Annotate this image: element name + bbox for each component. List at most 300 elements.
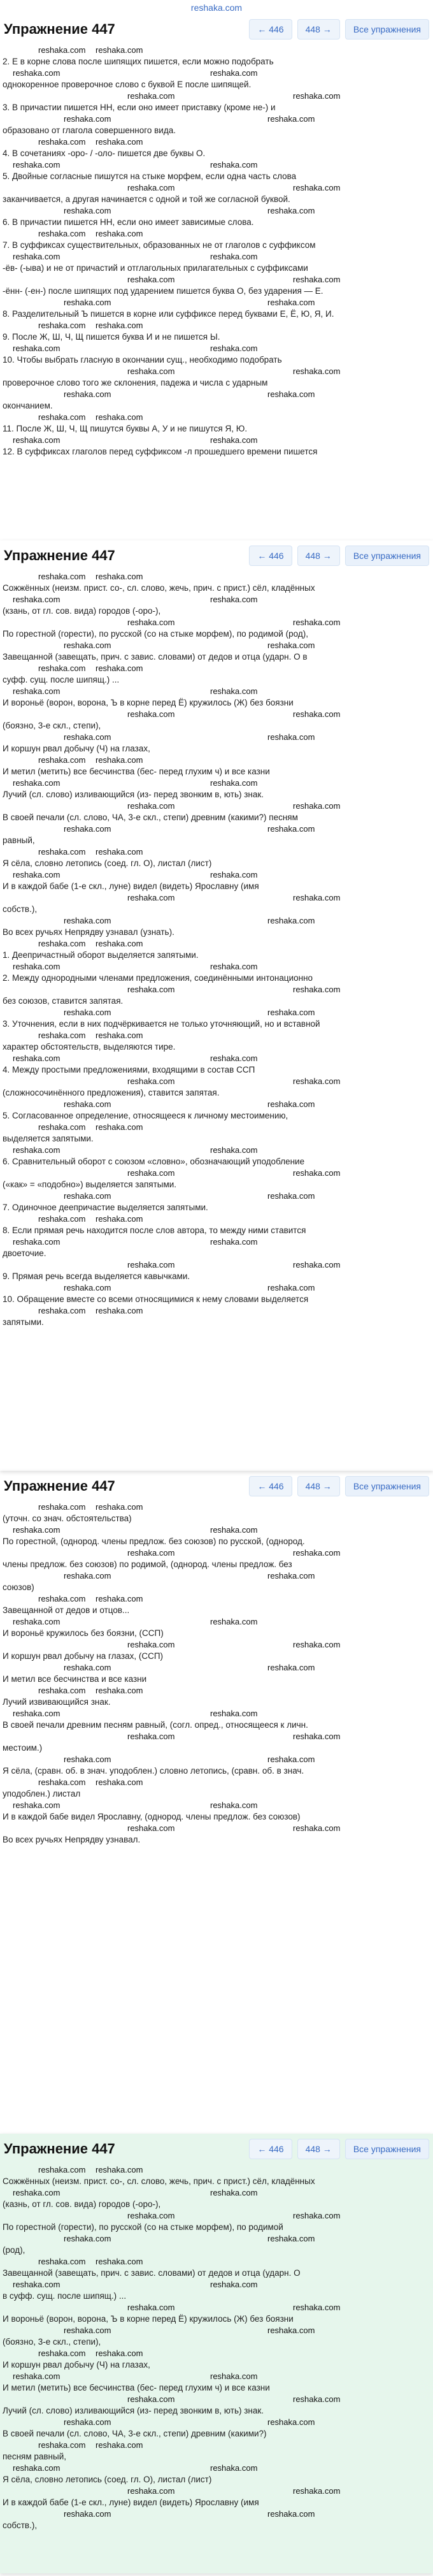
exercise-line: 6. В причастии пишется НН, если оно имеет зависимые слова. [3, 217, 254, 227]
watermark-row [0, 2279, 433, 2290]
watermark: reshaka.com [96, 1122, 143, 1132]
watermark-row [0, 2233, 433, 2245]
watermark: reshaka.com [210, 1709, 258, 1718]
exercise-line: 10. Чтобы выбрать гласную в окончании сущ., необходимо подобрать [3, 355, 282, 365]
watermark: reshaka.com [96, 1686, 143, 1695]
watermark: reshaka.com [64, 2234, 111, 2243]
watermark-row [0, 159, 433, 171]
watermark: reshaka.com [13, 435, 60, 445]
prev-exercise-button[interactable]: ← 446 [249, 2139, 292, 2159]
watermark: reshaka.com [267, 2326, 315, 2335]
watermark-row [0, 366, 433, 377]
exercise-line: (род), [3, 2245, 25, 2255]
exercise-line: члены предлож. без союзов) по родимой, (однород. члены предлож. без [3, 1559, 292, 1569]
exercise-card [0, 540, 433, 1471]
exercise-line: И коршун рвал добычу (Ч) на глазах, [3, 2360, 150, 2370]
card-header [0, 2134, 433, 2164]
exercise-line: 9. Прямая речь всегда выделяется кавычками. [3, 1271, 190, 1281]
watermark-row [0, 412, 433, 423]
exercise-line: (казнь, от гл. сов. вида) городов (-оро-), [3, 2199, 161, 2209]
watermark: reshaka.com [293, 366, 341, 376]
watermark: reshaka.com [38, 229, 86, 238]
watermark: reshaka.com [267, 389, 315, 399]
watermark: reshaka.com [38, 939, 86, 948]
exercise-line: 3. Уточнения, если в них подчёркивается не только уточняющий, но и вставной [3, 1019, 320, 1029]
card-header [0, 14, 433, 45]
watermark: reshaka.com [64, 2326, 111, 2335]
exercise-line: заканчивается, а другая начинается с одной и той же согласной буквой. [3, 194, 290, 204]
exercise-line: 8. Разделительный Ъ пишется в корне или суффиксе перед буквами Е, Ё, Ю, Я, И. [3, 309, 334, 319]
watermark-row [0, 1305, 433, 1317]
watermark: reshaka.com [64, 2417, 111, 2427]
exercise-line: 10. Обращение вместе со всеми относящимися к нему словами выделяется [3, 1294, 309, 1304]
watermark-row [0, 90, 433, 102]
watermark: reshaka.com [127, 801, 175, 811]
watermark: reshaka.com [96, 1777, 143, 1787]
watermark: reshaka.com [127, 1548, 175, 1558]
exercise-line: Я сёла, словно летопись (соед. гл. О), листал (лист) [3, 858, 212, 868]
exercise-line: И в каждой бабе видел Ярославну, (однород. члены предлож. без союзов) [3, 1812, 301, 1821]
watermark: reshaka.com [267, 640, 315, 650]
watermark-row [0, 984, 433, 995]
watermark: reshaka.com [64, 389, 111, 399]
card-title: Упражнение 447 [4, 2141, 115, 2157]
exercise-card [0, 2134, 433, 2573]
watermark-row [0, 1076, 433, 1087]
exercise-line: 9. После Ж, Ш, Ч, Щ пишется буква И и не пишется Ы. [3, 332, 220, 342]
watermark: reshaka.com [293, 709, 341, 719]
watermark: reshaka.com [96, 572, 143, 581]
watermark-row [0, 1593, 433, 1605]
prev-exercise-button[interactable]: ← 446 [249, 19, 292, 40]
watermark: reshaka.com [64, 732, 111, 742]
watermark: reshaka.com [210, 1053, 258, 1063]
watermark: reshaka.com [267, 114, 315, 124]
exercise-line: В своей печали (сл. слово, ЧА, 3-е скл., степи) древним (какими?) песням [3, 813, 298, 822]
exercise-card [0, 1471, 433, 2134]
watermark: reshaka.com [210, 2371, 258, 2381]
watermark-row [0, 571, 433, 582]
watermark-row [0, 1030, 433, 1041]
watermark: reshaka.com [64, 824, 111, 834]
prev-exercise-button[interactable]: ← 446 [249, 546, 292, 566]
watermark: reshaka.com [13, 1237, 60, 1247]
watermark: reshaka.com [210, 344, 258, 353]
watermark-row [0, 1708, 433, 1719]
watermark: reshaka.com [210, 595, 258, 604]
watermark: reshaka.com [13, 962, 60, 971]
watermark: reshaka.com [210, 435, 258, 445]
watermark: reshaka.com [293, 2394, 341, 2404]
watermark-row [0, 228, 433, 240]
site-logo[interactable]: reshaka.com [190, 3, 243, 13]
watermark: reshaka.com [96, 2165, 143, 2174]
exercise-line: Я сёла, (сравн. об. в знач. уподоблен.) словно летопись, (сравн. об. в знач. [3, 1766, 304, 1776]
watermark-row [0, 2348, 433, 2359]
watermark-row [0, 755, 433, 766]
watermark: reshaka.com [64, 640, 111, 650]
watermark-row [0, 1053, 433, 1064]
watermark-row [0, 1007, 433, 1018]
watermark-row [0, 2371, 433, 2382]
card-body [0, 571, 433, 1328]
all-exercises-button[interactable]: Все упражнения [345, 546, 429, 566]
watermark: reshaka.com [127, 2486, 175, 2496]
watermark: reshaka.com [267, 1755, 315, 1764]
exercise-line: -ённ- (-ен-) после шипящих под ударением пишется буква О, без ударения — Е. [3, 286, 323, 296]
watermark-row [0, 1616, 433, 1628]
watermark: reshaka.com [96, 137, 143, 147]
card-title: Упражнение 447 [4, 1478, 115, 1494]
card-body [0, 1501, 433, 1846]
watermark: reshaka.com [127, 2394, 175, 2404]
watermark: reshaka.com [38, 2348, 86, 2358]
watermark-row [0, 1547, 433, 1559]
watermark: reshaka.com [13, 2280, 60, 2289]
watermark: reshaka.com [96, 321, 143, 330]
watermark-row [0, 892, 433, 904]
watermark: reshaka.com [267, 2509, 315, 2519]
exercise-line: По горестной (горести), по русской (со на стыке морфем), по родимой [3, 2222, 283, 2232]
watermark: reshaka.com [96, 45, 143, 55]
watermark: reshaka.com [96, 1031, 143, 1040]
watermark: reshaka.com [64, 206, 111, 215]
watermark: reshaka.com [38, 1122, 86, 1132]
exercise-line: собств.), [3, 2521, 38, 2530]
watermark: reshaka.com [96, 939, 143, 948]
watermark-row [0, 435, 433, 446]
watermark: reshaka.com [96, 1502, 143, 1512]
watermark-row [0, 205, 433, 217]
watermark: reshaka.com [13, 344, 60, 353]
exercise-line: Завещанной (завещать, прич. с завис. словами) от дедов и отца (ударн. О [3, 2268, 301, 2278]
watermark-row [0, 869, 433, 881]
watermark: reshaka.com [38, 1031, 86, 1040]
watermark: reshaka.com [38, 755, 86, 765]
watermark-row [0, 113, 433, 125]
exercise-line: без союзов, ставится запятая. [3, 996, 124, 1006]
watermark-row [0, 778, 433, 789]
exercise-line: Сожжённых (неизм. прист. со-, сл. слово, жечь, прич. с прист.) сёл, кладённых [3, 2176, 315, 2186]
watermark: reshaka.com [13, 2463, 60, 2473]
watermark-row [0, 2508, 433, 2520]
watermark: reshaka.com [13, 2371, 60, 2381]
watermark: reshaka.com [38, 45, 86, 55]
watermark-row [0, 1213, 433, 1225]
watermark-row [0, 1685, 433, 1697]
watermark: reshaka.com [64, 298, 111, 307]
watermark-row [0, 2164, 433, 2176]
exercise-line: Лучий (сл. слово) изливающийся (из- перед звонким в, ють) знак. [3, 790, 264, 799]
watermark: reshaka.com [267, 1663, 315, 1672]
watermark: reshaka.com [38, 1502, 86, 1512]
card-header [0, 540, 433, 571]
watermark: reshaka.com [96, 755, 143, 765]
exercise-line: 1. Деепричастный оборот выделяется запятыми. [3, 950, 199, 960]
watermark-row [0, 800, 433, 812]
exercise-line: И в каждой бабе (1-е скл., луне) видел (видеть) Ярославну (имя [3, 2498, 259, 2507]
watermark: reshaka.com [96, 847, 143, 857]
watermark: reshaka.com [293, 183, 341, 192]
watermark: reshaka.com [293, 1732, 341, 1741]
watermark-row [0, 1282, 433, 1294]
watermark: reshaka.com [293, 1548, 341, 1558]
watermark: reshaka.com [127, 985, 175, 994]
exercise-line: песням равный, [3, 2452, 67, 2461]
watermark: reshaka.com [210, 686, 258, 696]
watermark: reshaka.com [267, 916, 315, 925]
watermark: reshaka.com [267, 206, 315, 215]
watermark: reshaka.com [96, 1594, 143, 1603]
watermark: reshaka.com [38, 1594, 86, 1603]
watermark: reshaka.com [13, 1145, 60, 1155]
watermark-row [0, 389, 433, 400]
watermark-row [0, 2187, 433, 2199]
watermark: reshaka.com [38, 2165, 86, 2174]
watermark-row [0, 1099, 433, 1110]
watermark-row [0, 846, 433, 858]
watermark: reshaka.com [293, 2303, 341, 2312]
watermark-row [0, 938, 433, 950]
exercise-line: (боязно, 3-е скл., степи), [3, 2337, 101, 2347]
exercise-line: уподоблен.) листал [3, 1789, 81, 1798]
exercise-line: И вороньё (ворон, ворона, Ъ в корне перед Ё) кружилось (Ж) без боязни [3, 2314, 294, 2324]
watermark-row [0, 732, 433, 743]
watermark: reshaka.com [127, 1823, 175, 1833]
exercise-line: В своей печали древним песням равный, (согл. опред., относящееся к личн. [3, 1720, 308, 1730]
exercise-line: Я сёла, словно летопись (соед. гл. О), листал (лист) [3, 2475, 212, 2484]
exercise-line: 8. Если прямая речь находится после слов автора, то между ними ставится [3, 1226, 306, 1235]
watermark: reshaka.com [96, 2348, 143, 2358]
watermark: reshaka.com [210, 778, 258, 788]
watermark: reshaka.com [38, 847, 86, 857]
exercise-line: собств.), [3, 904, 38, 914]
watermark: reshaka.com [38, 2257, 86, 2266]
watermark: reshaka.com [127, 618, 175, 627]
watermark: reshaka.com [210, 1237, 258, 1247]
watermark-row [0, 1639, 433, 1651]
watermark: reshaka.com [210, 1800, 258, 1810]
watermark: reshaka.com [64, 114, 111, 124]
card-body [0, 45, 433, 458]
watermark-row [0, 2302, 433, 2313]
all-exercises-button[interactable]: Все упражнения [345, 19, 429, 40]
exercise-line: И метил (метить) все бесчинства (бес- перед глухим ч) и все казни [3, 767, 270, 776]
watermark-row [0, 251, 433, 263]
watermark: reshaka.com [127, 1076, 175, 1086]
exercise-line: 12. В суффиксах глаголов перед суффиксом -л прошедшего времени пишется [3, 447, 318, 456]
watermark: reshaka.com [96, 663, 143, 673]
watermark: reshaka.com [210, 2280, 258, 2289]
exercise-line: И коршун рвал добычу на глазах, (ССП) [3, 1651, 164, 1661]
watermark-row [0, 617, 433, 628]
watermark: reshaka.com [267, 732, 315, 742]
watermark-row [0, 2256, 433, 2268]
watermark: reshaka.com [267, 1283, 315, 1292]
watermark: reshaka.com [210, 160, 258, 170]
watermark: reshaka.com [13, 252, 60, 261]
watermark: reshaka.com [127, 366, 175, 376]
watermark: reshaka.com [127, 1260, 175, 1270]
watermark: reshaka.com [64, 1099, 111, 1109]
exercise-line: И коршун рвал добычу (Ч) на глазах, [3, 744, 150, 753]
card-header [0, 1471, 433, 1501]
exercise-line: (уточн. со знач. обстоятельства) [3, 1514, 132, 1523]
watermark: reshaka.com [293, 2486, 341, 2496]
watermark-row [0, 45, 433, 56]
watermark-row [0, 1145, 433, 1156]
watermark: reshaka.com [293, 985, 341, 994]
watermark-row [0, 823, 433, 835]
watermark-row [0, 320, 433, 331]
watermark-row [0, 274, 433, 286]
watermark: reshaka.com [38, 1306, 86, 1315]
exercise-line: («как» = «подобно») выделяется запятыми. [3, 1180, 177, 1189]
watermark: reshaka.com [210, 962, 258, 971]
exercise-line: И вороньё (ворон, ворона, Ъ в корне перед Ё) кружилось (Ж) без боязни [3, 698, 294, 707]
watermark-row [0, 663, 433, 674]
watermark: reshaka.com [127, 1640, 175, 1649]
watermark-row [0, 297, 433, 308]
exercise-line: 2. Между однородными членами предложения, соединёнными интонационно [3, 973, 313, 983]
watermark: reshaka.com [38, 1214, 86, 1224]
exercise-line: однокоренное проверочное слово с буквой Е после шипящей. [3, 80, 252, 89]
watermark: reshaka.com [13, 686, 60, 696]
all-exercises-button[interactable]: Все упражнения [345, 2139, 429, 2159]
watermark-row [0, 1501, 433, 1513]
watermark: reshaka.com [267, 2234, 315, 2243]
watermark: reshaka.com [13, 1800, 60, 1810]
watermark: reshaka.com [13, 160, 60, 170]
watermark: reshaka.com [38, 412, 86, 422]
watermark: reshaka.com [210, 68, 258, 78]
exercise-line: в суфф. сущ. после шипящ.) ... [3, 2291, 127, 2301]
watermark-row [0, 1777, 433, 1788]
exercise-line: Завещанной (завещать, прич. с завис. словами) от дедов и отца (ударн. О в [3, 652, 308, 662]
watermark: reshaka.com [13, 778, 60, 788]
watermark: reshaka.com [13, 870, 60, 879]
exercise-line: (боязно, 3-е скл., степи), [3, 721, 101, 730]
watermark-row [0, 2325, 433, 2336]
watermark: reshaka.com [267, 824, 315, 834]
watermark-row [0, 1168, 433, 1179]
watermark: reshaka.com [38, 2440, 86, 2450]
watermark: reshaka.com [127, 1168, 175, 1178]
exercise-line: 6. Сравнительный оборот с союзом «словно», обозначающий уподобление [3, 1157, 305, 1166]
watermark: reshaka.com [210, 2188, 258, 2197]
watermark-row [0, 640, 433, 651]
watermark: reshaka.com [64, 1008, 111, 1017]
watermark: reshaka.com [127, 709, 175, 719]
exercise-line: Во всех ручьях Непрядву узнавал (узнать). [3, 927, 174, 937]
exercise-line: Лучий извивающийся знак. [3, 1697, 111, 1707]
exercise-line: Сожжённых (неизм. прист. со-, сл. слово, жечь, прич. с прист.) сёл, кладённых [3, 583, 315, 593]
exercise-line: И метил все бесчинства и все казни [3, 1674, 147, 1684]
watermark-row [0, 2463, 433, 2474]
watermark: reshaka.com [267, 298, 315, 307]
watermark-row [0, 961, 433, 973]
card-title: Упражнение 447 [4, 547, 115, 563]
watermark-row [0, 686, 433, 697]
watermark-row [0, 68, 433, 79]
watermark-row [0, 1731, 433, 1742]
watermark: reshaka.com [64, 2509, 111, 2519]
exercise-line: По горестной, (однород. члены предлож. без союзов) по русской, (однород. [3, 1537, 305, 1546]
watermark: reshaka.com [38, 137, 86, 147]
next-exercise-button[interactable]: 448 → [297, 19, 340, 40]
watermark: reshaka.com [13, 1617, 60, 1626]
exercise-line: И вороньё кружилось без боязни, (ССП) [3, 1628, 164, 1638]
exercise-line: 11. После Ж, Ш, Ч, Щ пишутся буквы А, У и не пишутся Я, Ю. [3, 424, 248, 433]
exercise-line: окончанием. [3, 401, 53, 410]
watermark: reshaka.com [293, 1640, 341, 1649]
exercise-line: 2. Е в корне слова после шипящих пишется, если можно подобрать [3, 57, 274, 66]
all-exercises-button[interactable]: Все упражнения [345, 1476, 429, 1496]
watermark: reshaka.com [293, 1823, 341, 1833]
watermark: reshaka.com [13, 595, 60, 604]
next-exercise-button[interactable]: 448 → [297, 2139, 340, 2159]
watermark: reshaka.com [96, 2257, 143, 2266]
watermark: reshaka.com [267, 1571, 315, 1581]
watermark: reshaka.com [293, 275, 341, 284]
watermark: reshaka.com [64, 1755, 111, 1764]
next-exercise-button[interactable]: 448 → [297, 546, 340, 566]
watermark: reshaka.com [96, 2440, 143, 2450]
exercise-line: Лучий (сл. слово) изливающийся (из- перед звонким в, ють) знак. [3, 2406, 264, 2415]
watermark: reshaka.com [64, 916, 111, 925]
watermark: reshaka.com [293, 1168, 341, 1178]
next-exercise-button[interactable]: 448 → [297, 1476, 340, 1496]
watermark: reshaka.com [13, 68, 60, 78]
exercise-line: В своей печали (сл. слово, ЧА, 3-е скл., степи) древним (какими?) [3, 2429, 267, 2438]
watermark: reshaka.com [267, 1191, 315, 1201]
watermark: reshaka.com [210, 1145, 258, 1155]
watermark: reshaka.com [64, 1191, 111, 1201]
watermark-row [0, 2394, 433, 2405]
card-body [0, 2164, 433, 2531]
watermark-row [0, 1662, 433, 1674]
watermark: reshaka.com [13, 1525, 60, 1535]
exercise-line: суфф. сущ. после шипящ.) ... [3, 675, 120, 684]
watermark-row [0, 1190, 433, 1202]
watermark-row [0, 2440, 433, 2451]
watermark-row [0, 1754, 433, 1765]
watermark: reshaka.com [293, 1260, 341, 1270]
watermark: reshaka.com [96, 229, 143, 238]
watermark: reshaka.com [267, 1099, 315, 1109]
exercise-line: 4. Между простыми предложениями, входящими в состав ССП [3, 1065, 255, 1075]
watermark-row [0, 1236, 433, 1248]
watermark: reshaka.com [13, 1053, 60, 1063]
watermark: reshaka.com [293, 2211, 341, 2220]
watermark-row [0, 594, 433, 605]
exercise-line: 7. Одиночное деепричастие выделяется запятыми. [3, 1203, 208, 1212]
watermark: reshaka.com [210, 252, 258, 261]
exercise-line: проверочное слово того же склонения, падежа и числа с ударным [3, 378, 268, 387]
exercise-line: местоим.) [3, 1743, 43, 1753]
watermark: reshaka.com [210, 1525, 258, 1535]
watermark: reshaka.com [127, 2303, 175, 2312]
watermark-row [0, 2486, 433, 2497]
watermark-row [0, 915, 433, 927]
watermark-row [0, 1800, 433, 1811]
watermark: reshaka.com [210, 1617, 258, 1626]
watermark: reshaka.com [127, 1732, 175, 1741]
exercise-line: Во всех ручьях Непрядву узнавал. [3, 1835, 141, 1844]
watermark: reshaka.com [38, 572, 86, 581]
prev-exercise-button[interactable]: ← 446 [249, 1476, 292, 1496]
watermark-row [0, 1122, 433, 1133]
